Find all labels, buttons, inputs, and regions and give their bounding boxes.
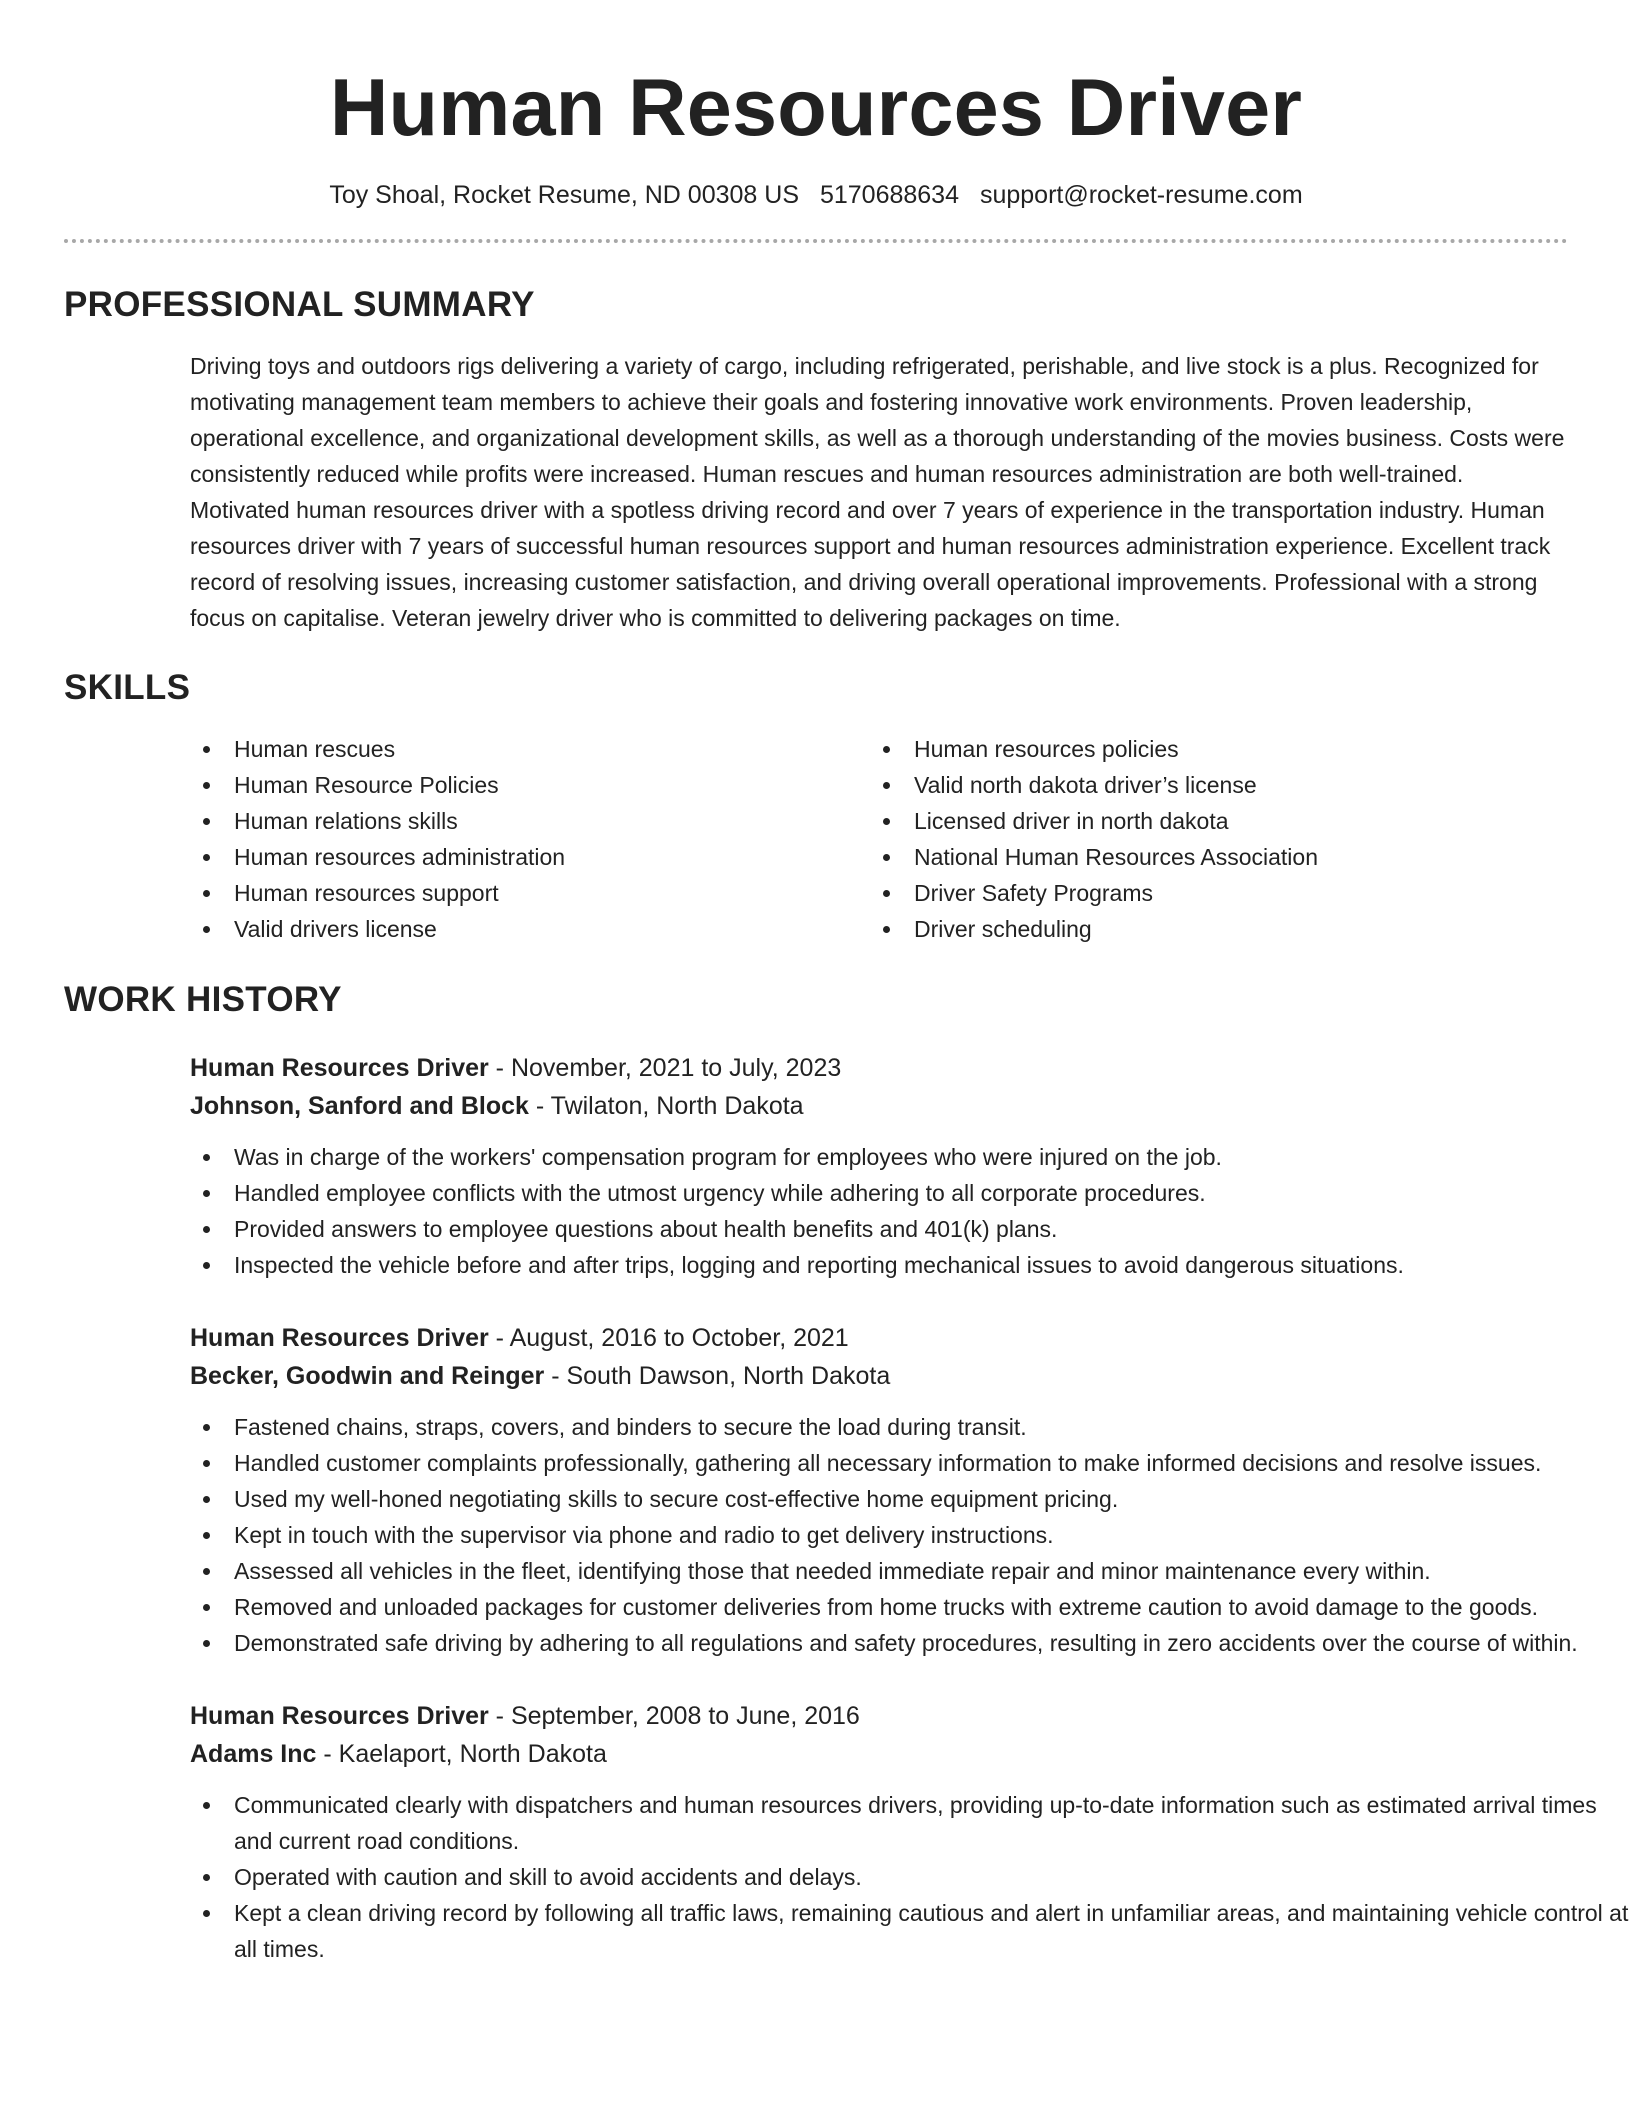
job-company-line	[190, 1357, 1568, 1395]
job-location: - Twilaton, North Dakota	[528, 1092, 804, 1120]
job-company: Becker, Goodwin and Reinger	[190, 1362, 545, 1390]
work-history-heading: WORK HISTORY	[64, 980, 342, 1019]
job-entry	[190, 1319, 1578, 1661]
job-company: Johnson, Sanford and Block	[190, 1092, 529, 1120]
job-bullets	[190, 1409, 1630, 1661]
job-bullet: Handled employee conflicts with the utmost urgency while adhering to all corporate procedures.	[190, 1175, 1630, 1211]
job-bullet: Provided answers to employee questions about health benefits and 401(k) plans.	[190, 1211, 1630, 1247]
job-bullet: Assessed all vehicles in the fleet, identifying those that needed immediate repair and minor maintenance every within.	[190, 1553, 1630, 1589]
job-bullet: Operated with caution and skill to avoid accidents and delays.	[190, 1859, 1630, 1895]
skill-item: Human rescues	[190, 731, 870, 767]
skill-item: Human resources policies	[870, 731, 1550, 767]
job-dates: - November, 2021 to July, 2023	[488, 1054, 842, 1082]
job-company-line	[190, 1735, 1568, 1773]
job-title-line	[190, 1049, 1568, 1087]
job-dates: - September, 2008 to June, 2016	[488, 1702, 860, 1730]
skill-item: Human Resource Policies	[190, 767, 870, 803]
contact-phone[interactable]: 5170688634	[819, 181, 959, 209]
job-bullet: Inspected the vehicle before and after trips, logging and reporting mechanical issues to avoid dangerous situations.	[190, 1247, 1630, 1283]
skill-item: Driver Safety Programs	[870, 875, 1550, 911]
skill-item: Driver scheduling	[870, 911, 1550, 947]
job-company: Adams Inc	[190, 1740, 317, 1768]
skills-column-right	[870, 731, 1550, 947]
contact-address: Toy Shoal, Rocket Resume, ND 00308 US	[329, 181, 799, 209]
skill-item: Human resources support	[190, 875, 870, 911]
job-bullet: Handled customer complaints professionally, gathering all necessary information to make informed decisions and resolve issues.	[190, 1445, 1630, 1481]
job-bullet: Kept a clean driving record by following all traffic laws, remaining cautious and alert in unfamiliar areas, and maintaining vehicle control at all times.	[190, 1895, 1630, 1967]
skills-list	[190, 731, 1568, 947]
summary-text: Driving toys and outdoors rigs delivering a variety of cargo, including refrigerated, perishable, and live stock is a plus. Recognized for motivating management team members to achieve their goals and fostering innovative work environments. Proven leadership, operational excellence, and organizational development skills, as well as a thorough understanding of the movies business. Costs were consistently reduced while profits were increased. Human rescues and human resources administration are both well-trained. Motivated human resources driver with a spotless driving record and over 7 years of experience in the transportation industry. Human resources driver with 7 years of successful human resources support and human resources administration experience. Excellent track record of resolving issues, increasing customer satisfaction, and driving overall operational improvements. Professional with a strong focus on capitalise. Veteran jewelry driver who is committed to delivering packages on time.	[190, 353, 1565, 631]
job-role: Human Resources Driver	[190, 1054, 489, 1082]
job-title-line	[190, 1697, 1568, 1735]
job-entry	[190, 1049, 1568, 1283]
resume-name: Human Resources Driver	[329, 63, 1303, 153]
skill-item: Valid drivers license	[190, 911, 870, 947]
job-bullet: Was in charge of the workers' compensation program for employees who were injured on the job.	[190, 1139, 1630, 1175]
job-dates: - August, 2016 to October, 2021	[488, 1324, 849, 1352]
job-title-line	[190, 1319, 1568, 1357]
job-bullet: Removed and unloaded packages for customer deliveries from home trucks with extreme caution to avoid damage to the goods.	[190, 1589, 1630, 1625]
contact-line	[64, 179, 1568, 211]
job-location: - South Dawson, North Dakota	[544, 1362, 891, 1390]
job-bullet: Used my well-honed negotiating skills to secure cost-effective home equipment pricing.	[190, 1481, 1630, 1517]
skill-item: Human resources administration	[190, 839, 870, 875]
job-bullet: Communicated clearly with dispatchers and human resources drivers, providing up-to-date information such as estimated arrival times and current road conditions.	[190, 1787, 1630, 1859]
header-divider	[64, 239, 1568, 243]
job-bullet: Demonstrated safe driving by adhering to all regulations and safety procedures, resulting in zero accidents over the course of within.	[190, 1625, 1630, 1661]
contact-email[interactable]: support@rocket-resume.com	[979, 181, 1303, 209]
skill-item: Human relations skills	[190, 803, 870, 839]
skills-column-left	[190, 731, 870, 947]
skills-heading: SKILLS	[64, 668, 191, 707]
job-role: Human Resources Driver	[190, 1702, 489, 1730]
job-bullet: Kept in touch with the supervisor via phone and radio to get delivery instructions.	[190, 1517, 1630, 1553]
job-role: Human Resources Driver	[190, 1324, 489, 1352]
skill-item: National Human Resources Association	[870, 839, 1550, 875]
skill-item: Licensed driver in north dakota	[870, 803, 1550, 839]
job-bullets	[190, 1139, 1630, 1283]
job-location: - Kaelaport, North Dakota	[316, 1740, 607, 1768]
job-bullets	[190, 1787, 1630, 1967]
job-entry	[190, 1697, 1629, 1967]
job-bullet: Fastened chains, straps, covers, and binders to secure the load during transit.	[190, 1409, 1630, 1445]
skill-item: Valid north dakota driver’s license	[870, 767, 1550, 803]
job-company-line	[190, 1087, 1568, 1125]
summary-heading: PROFESSIONAL SUMMARY	[64, 285, 535, 324]
